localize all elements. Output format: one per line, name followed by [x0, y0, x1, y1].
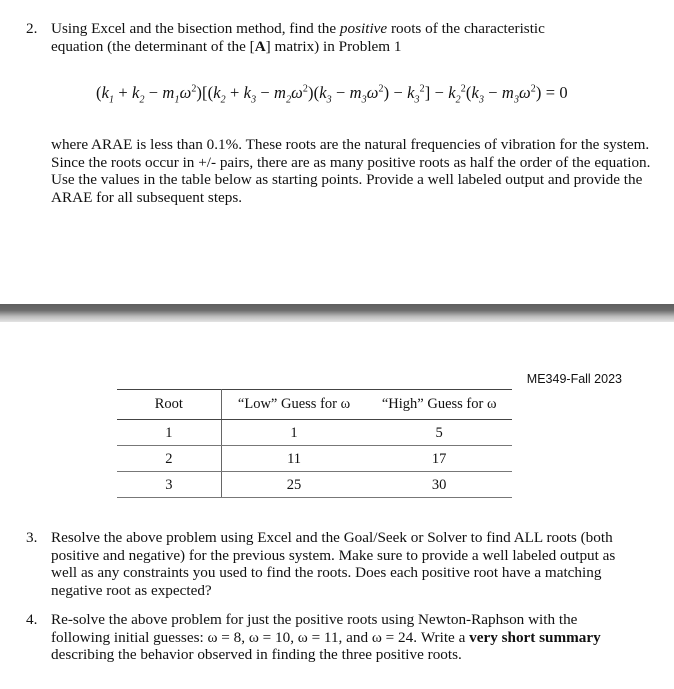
problem-4-text-post: describing the behavior observed in finding the three positive roots. [51, 646, 462, 663]
cell-high: 5 [366, 420, 512, 446]
cell-root: 1 [117, 420, 221, 446]
problem-4-text-pre: Re-solve the above problem for just the positive roots using Newton-Raphson with the following initial guesses: ω = 8, ω = 10, ω = 11, and ω = 24. Write a [51, 611, 578, 646]
table-row [117, 446, 512, 472]
cell-low: 25 [221, 472, 366, 498]
header-root: Root [117, 390, 221, 420]
problem-3-number: 3. [26, 529, 38, 546]
matrix-symbol: A [254, 37, 266, 55]
problem-4-text [51, 611, 616, 664]
course-label: ME349-Fall 2023 [526, 372, 622, 386]
table-header-row [117, 390, 512, 420]
problem-2-paragraph: where ARAE is less than 0.1%. These roots are the natural frequencies of vibration for the system. Since the roots occur in +/- pairs, there are as many positive roots as half the order of the equation. Use the values in the table below as starting points. Provide a well labeled output and provide the ARAE for all subsequent steps. [51, 136, 651, 206]
problem-2-line2-pre: equation (the determinant of the [ [51, 37, 255, 55]
header-high-guess: “High” Guess for ω [366, 390, 512, 420]
starting-guess-table [117, 389, 512, 498]
page-break-band [0, 304, 674, 322]
problem-2-intro [51, 20, 661, 55]
problem-2-line1-pre: Using Excel and the bisection method, find the [51, 20, 340, 37]
cell-root: 2 [117, 446, 221, 472]
table-row [117, 420, 512, 446]
problem-4-number: 4. [26, 611, 38, 628]
cell-low: 11 [221, 446, 366, 472]
problem-2-emphasis: positive [339, 20, 388, 37]
cell-low: 1 [221, 420, 366, 446]
problem-2-line1-post: roots of the characteristic [387, 20, 545, 37]
table-row [117, 472, 512, 498]
problem-2-line2-post: ] matrix) in Problem 1 [265, 37, 402, 55]
cell-high: 17 [366, 446, 512, 472]
problem-3-text: Resolve the above problem using Excel and the Goal/Seek or Solver to find ALL roots (both positive and negative) for the previous system. Make sure to provide a well labeled output as well as any constraints you used to find the roots. Does each positive root have a matching negative root as expected? [51, 529, 616, 599]
cell-high: 30 [366, 472, 512, 498]
problem-2-number: 2. [26, 20, 38, 37]
cell-root: 3 [117, 472, 221, 498]
problem-4-emphasis: very short summary [469, 628, 601, 646]
header-low-guess: “Low” Guess for ω [221, 390, 366, 420]
characteristic-equation: $(k_1 + k_2 - m_1\omega^2)[(k_2 + k_3 - m_2\omega^2)(k_3 - m_3\omega^2) - k_3^2] - k_2^2(k_3 - m_3\omega^2) = 0$ [96, 83, 568, 106]
